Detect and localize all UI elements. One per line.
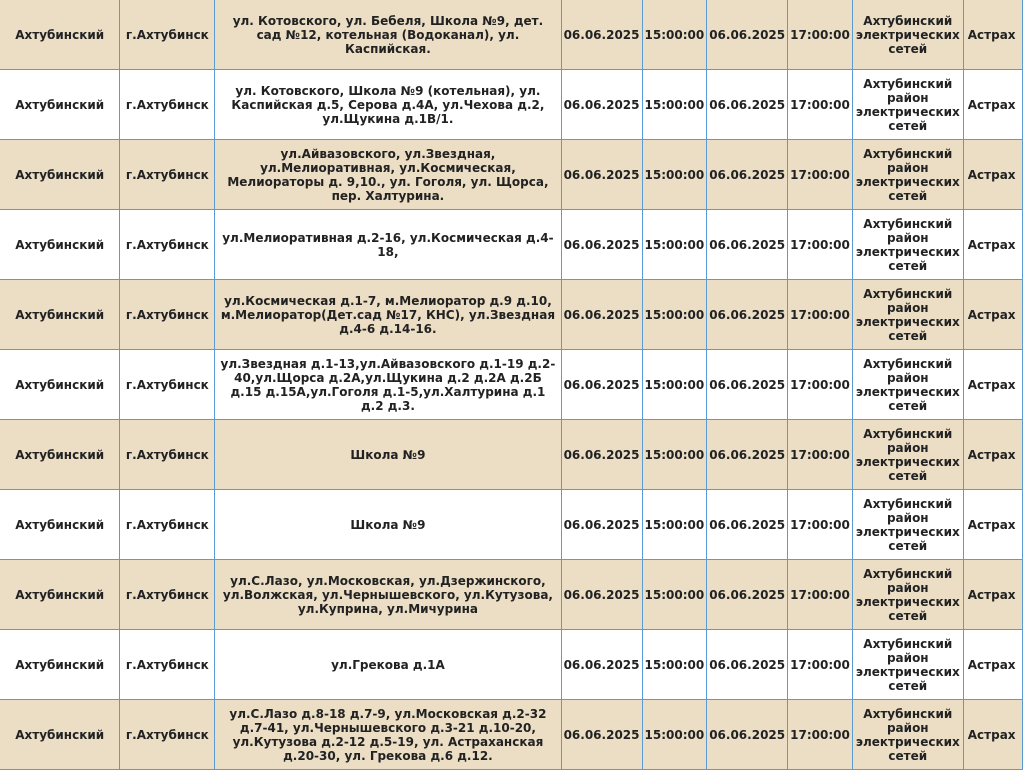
end-time-cell: 17:00:00 (788, 630, 853, 700)
city-cell: г.Ахтубинск (120, 140, 215, 210)
organization-cell: Ахтубинский район электрических сетей (852, 490, 963, 560)
district-cell: Ахтубинский (0, 280, 120, 350)
end-time-cell: 17:00:00 (788, 420, 853, 490)
region-cell: Астрах (963, 630, 1022, 700)
city-cell: г.Ахтубинск (120, 630, 215, 700)
district-cell: Ахтубинский (0, 140, 120, 210)
start-time-cell: 15:00:00 (642, 70, 707, 140)
address-cell: ул.Айвазовского, ул.Звездная, ул.Мелиоративная, ул.Космическая, Мелиораторы д. 9,10., ул. Гоголя, ул. Щорса, пер. Халтурина. (215, 140, 561, 210)
region-cell: Астрах (963, 350, 1022, 420)
address-cell: ул. Котовского, Школа №9 (котельная), ул. Каспийская д.5, Серова д.4А, ул.Чехова д.2, ул.Щукина д.1В/1. (215, 70, 561, 140)
end-time-cell: 17:00:00 (788, 210, 853, 280)
end-time-cell: 17:00:00 (788, 700, 853, 770)
table-row (0, 490, 1023, 560)
address-cell: ул.С.Лазо д.8-18 д.7-9, ул.Московская д.2-32 д.7-41, ул.Чернышевского д.3-21 д.10-20, ул.Кутузова д.2-12 д.5-19, ул. Астраханская д.20-30, ул. Грекова д.6 д.12. (215, 700, 561, 770)
end-time-cell: 17:00:00 (788, 0, 853, 70)
city-cell: г.Ахтубинск (120, 490, 215, 560)
city-cell: г.Ахтубинск (120, 350, 215, 420)
district-cell: Ахтубинский (0, 630, 120, 700)
address-cell: ул.Грекова д.1А (215, 630, 561, 700)
start-time-cell: 15:00:00 (642, 630, 707, 700)
start-date-cell: 06.06.2025 (561, 700, 642, 770)
organization-cell: Ахтубинский электрических сетей (852, 0, 963, 70)
organization-cell: Ахтубинский район электрических сетей (852, 630, 963, 700)
start-date-cell: 06.06.2025 (561, 490, 642, 560)
end-time-cell: 17:00:00 (788, 70, 853, 140)
start-date-cell: 06.06.2025 (561, 630, 642, 700)
start-date-cell: 06.06.2025 (561, 210, 642, 280)
city-cell: г.Ахтубинск (120, 210, 215, 280)
end-time-cell: 17:00:00 (788, 140, 853, 210)
district-cell: Ахтубинский (0, 70, 120, 140)
table-row (0, 420, 1023, 490)
table-row (0, 630, 1023, 700)
city-cell: г.Ахтубинск (120, 280, 215, 350)
end-date-cell: 06.06.2025 (707, 140, 788, 210)
region-cell: Астрах (963, 700, 1022, 770)
end-date-cell: 06.06.2025 (707, 70, 788, 140)
address-cell: ул.Космическая д.1-7, м.Мелиоратор д.9 д.10, м.Мелиоратор(Дет.сад №17, КНС), ул.Звездная д.4-6 д.14-16. (215, 280, 561, 350)
district-cell: Ахтубинский (0, 210, 120, 280)
region-cell: Астрах (963, 420, 1022, 490)
district-cell: Ахтубинский (0, 560, 120, 630)
start-time-cell: 15:00:00 (642, 210, 707, 280)
district-cell: Ахтубинский (0, 490, 120, 560)
region-cell: Астрах (963, 210, 1022, 280)
start-time-cell: 15:00:00 (642, 490, 707, 560)
start-time-cell: 15:00:00 (642, 420, 707, 490)
address-cell: ул.С.Лазо, ул.Московская, ул.Дзержинского, ул.Волжская, ул.Чернышевского, ул.Кутузова, ул.Куприна, ул.Мичурина (215, 560, 561, 630)
table-row (0, 0, 1023, 70)
address-cell: ул.Мелиоративная д.2-16, ул.Космическая д.4-18, (215, 210, 561, 280)
start-date-cell: 06.06.2025 (561, 280, 642, 350)
start-time-cell: 15:00:00 (642, 0, 707, 70)
organization-cell: Ахтубинский район электрических сетей (852, 70, 963, 140)
end-date-cell: 06.06.2025 (707, 210, 788, 280)
start-time-cell: 15:00:00 (642, 140, 707, 210)
organization-cell: Ахтубинский район электрических сетей (852, 560, 963, 630)
district-cell: Ахтубинский (0, 700, 120, 770)
end-date-cell: 06.06.2025 (707, 350, 788, 420)
region-cell: Астрах (963, 560, 1022, 630)
table-row (0, 560, 1023, 630)
organization-cell: Ахтубинский район электрических сетей (852, 280, 963, 350)
start-time-cell: 15:00:00 (642, 700, 707, 770)
end-date-cell: 06.06.2025 (707, 420, 788, 490)
city-cell: г.Ахтубинск (120, 70, 215, 140)
region-cell: Астрах (963, 70, 1022, 140)
start-date-cell: 06.06.2025 (561, 420, 642, 490)
address-cell: ул.Звездная д.1-13,ул.Айвазовского д.1-19 д.2-40,ул.Щорса д.2А,ул.Щукина д.2 д.2А д.2Б д.15 д.15А,ул.Гоголя д.1-5,ул.Халтурина д.1 д.2 д.3. (215, 350, 561, 420)
end-time-cell: 17:00:00 (788, 350, 853, 420)
end-time-cell: 17:00:00 (788, 280, 853, 350)
start-time-cell: 15:00:00 (642, 350, 707, 420)
start-time-cell: 15:00:00 (642, 280, 707, 350)
address-cell: ул. Котовского, ул. Бебеля, Школа №9, дет. сад №12, котельная (Водоканал), ул. Каспийская. (215, 0, 561, 70)
district-cell: Ахтубинский (0, 0, 120, 70)
start-date-cell: 06.06.2025 (561, 350, 642, 420)
region-cell: Астрах (963, 140, 1022, 210)
start-date-cell: 06.06.2025 (561, 70, 642, 140)
city-cell: г.Ахтубинск (120, 0, 215, 70)
address-cell: Школа №9 (215, 420, 561, 490)
end-date-cell: 06.06.2025 (707, 0, 788, 70)
end-date-cell: 06.06.2025 (707, 490, 788, 560)
district-cell: Ахтубинский (0, 420, 120, 490)
end-time-cell: 17:00:00 (788, 560, 853, 630)
table-row (0, 700, 1023, 770)
address-cell: Школа №9 (215, 490, 561, 560)
start-date-cell: 06.06.2025 (561, 0, 642, 70)
table-row (0, 350, 1023, 420)
organization-cell: Ахтубинский район электрических сетей (852, 140, 963, 210)
region-cell: Астрах (963, 280, 1022, 350)
end-date-cell: 06.06.2025 (707, 700, 788, 770)
table-row (0, 280, 1023, 350)
organization-cell: Ахтубинский район электрических сетей (852, 350, 963, 420)
start-date-cell: 06.06.2025 (561, 140, 642, 210)
city-cell: г.Ахтубинск (120, 420, 215, 490)
end-time-cell: 17:00:00 (788, 490, 853, 560)
start-time-cell: 15:00:00 (642, 560, 707, 630)
region-cell: Астрах (963, 0, 1022, 70)
organization-cell: Ахтубинский район электрических сетей (852, 700, 963, 770)
district-cell: Ахтубинский (0, 350, 120, 420)
end-date-cell: 06.06.2025 (707, 630, 788, 700)
organization-cell: Ахтубинский район электрических сетей (852, 420, 963, 490)
end-date-cell: 06.06.2025 (707, 280, 788, 350)
city-cell: г.Ахтубинск (120, 700, 215, 770)
organization-cell: Ахтубинский район электрических сетей (852, 210, 963, 280)
city-cell: г.Ахтубинск (120, 560, 215, 630)
table-row (0, 70, 1023, 140)
start-date-cell: 06.06.2025 (561, 560, 642, 630)
table-row (0, 210, 1023, 280)
end-date-cell: 06.06.2025 (707, 560, 788, 630)
region-cell: Астрах (963, 490, 1022, 560)
table-row (0, 140, 1023, 210)
